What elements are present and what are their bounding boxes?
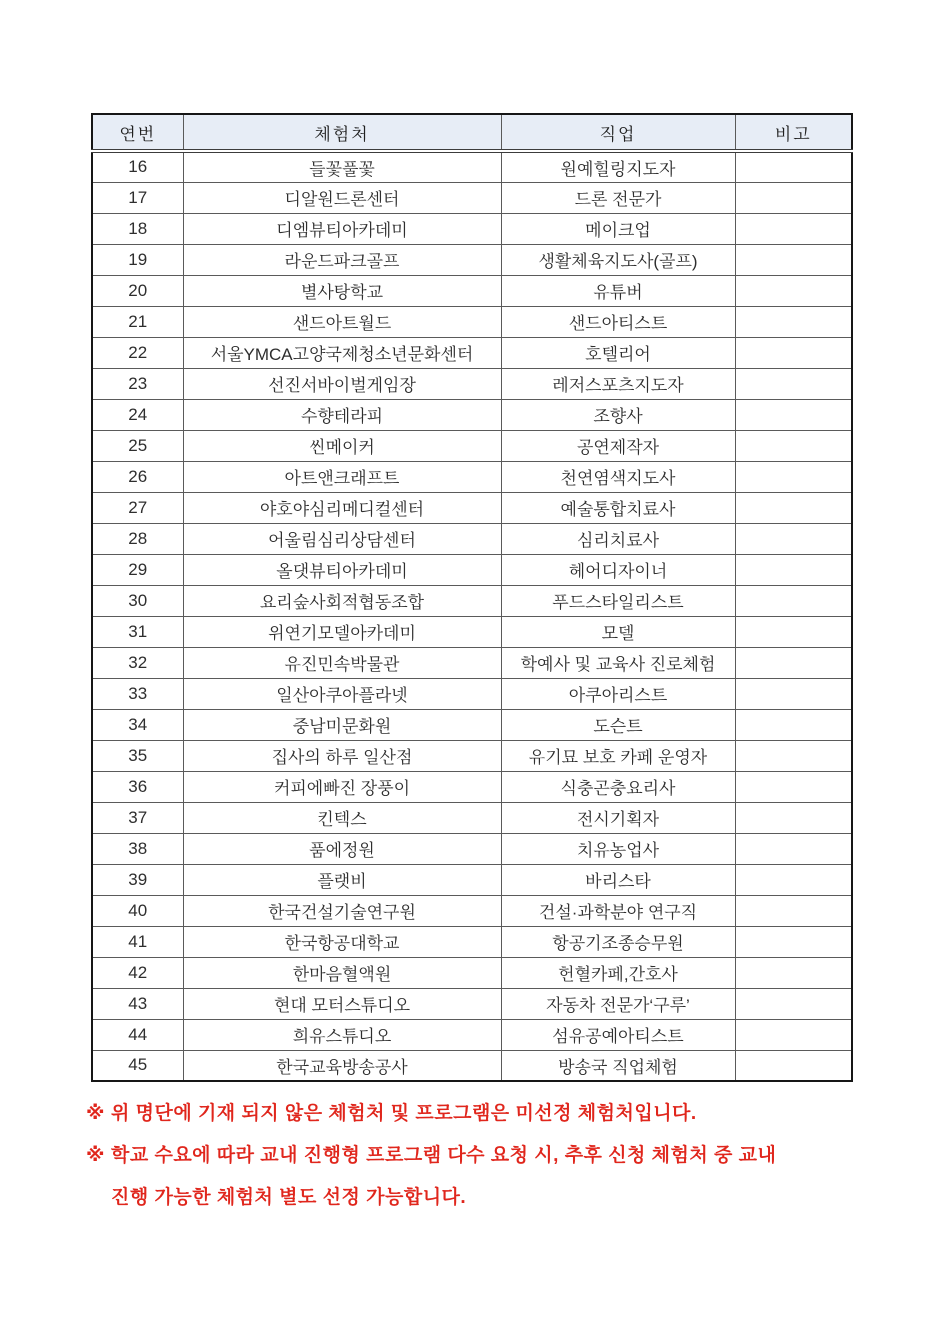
place-cell: 집사의 하루 일산점	[183, 740, 501, 771]
remark-cell	[735, 182, 852, 213]
remark-cell	[735, 244, 852, 275]
experience-roster-table-wrap	[91, 113, 851, 1082]
header-cell-place: 체험처	[183, 114, 501, 151]
job-cell: 자동차 전문가‘구루’	[501, 988, 735, 1019]
row-number-cell: 43	[92, 988, 183, 1019]
place-cell: 요리숲사회적협동조합	[183, 585, 501, 616]
place-cell: 중남미문화원	[183, 709, 501, 740]
row-number-cell: 30	[92, 585, 183, 616]
row-number-cell: 28	[92, 523, 183, 554]
table-row	[92, 306, 852, 337]
table-row	[92, 678, 852, 709]
job-cell: 섬유공예아티스트	[501, 1019, 735, 1050]
remark-cell	[735, 430, 852, 461]
remark-cell	[735, 616, 852, 647]
note-text: 위 명단에 기재 되지 않은 체험처 및 프로그램은 미선정 체험처입니다.	[110, 1103, 697, 1124]
place-cell: 라운드파크골프	[183, 244, 501, 275]
note-marker: ※	[86, 1145, 105, 1166]
place-cell: 씬메이커	[183, 430, 501, 461]
notes	[86, 1093, 886, 1219]
table-row	[92, 616, 852, 647]
place-cell: 킨텍스	[183, 802, 501, 833]
job-cell: 아쿠아리스트	[501, 678, 735, 709]
note	[86, 1135, 886, 1219]
place-cell: 디엠뷰티아카데미	[183, 213, 501, 244]
job-cell: 예술통합치료사	[501, 492, 735, 523]
place-cell: 어울림심리상담센터	[183, 523, 501, 554]
place-cell: 올댓뷰티아카데미	[183, 554, 501, 585]
remark-cell	[735, 926, 852, 957]
remark-cell	[735, 988, 852, 1019]
table-row	[92, 833, 852, 864]
row-number-cell: 23	[92, 368, 183, 399]
table-row	[92, 740, 852, 771]
table-row	[92, 523, 852, 554]
row-number-cell: 32	[92, 647, 183, 678]
remark-cell	[735, 337, 852, 368]
job-cell: 샌드아티스트	[501, 306, 735, 337]
job-cell: 유기묘 보호 카페 운영자	[501, 740, 735, 771]
job-cell: 심리치료사	[501, 523, 735, 554]
place-cell: 현대 모터스튜디오	[183, 988, 501, 1019]
job-cell: 원예힐링지도자	[501, 151, 735, 182]
row-number-cell: 24	[92, 399, 183, 430]
table-row	[92, 275, 852, 306]
remark-cell	[735, 492, 852, 523]
job-cell: 헌혈카페,간호사	[501, 957, 735, 988]
table-row	[92, 895, 852, 926]
remark-cell	[735, 957, 852, 988]
table-row	[92, 957, 852, 988]
remark-cell	[735, 275, 852, 306]
job-cell: 방송국 직업체험	[501, 1050, 735, 1081]
job-cell: 천연염색지도사	[501, 461, 735, 492]
table-row	[92, 151, 852, 182]
job-cell: 호텔리어	[501, 337, 735, 368]
row-number-cell: 40	[92, 895, 183, 926]
note-line	[86, 1093, 886, 1135]
row-number-cell: 27	[92, 492, 183, 523]
row-number-cell: 19	[92, 244, 183, 275]
place-cell: 아트앤크래프트	[183, 461, 501, 492]
remark-cell	[735, 461, 852, 492]
place-cell: 일산아쿠아플라넷	[183, 678, 501, 709]
table-row	[92, 399, 852, 430]
row-number-cell: 31	[92, 616, 183, 647]
row-number-cell: 33	[92, 678, 183, 709]
table-row	[92, 492, 852, 523]
header-cell-number: 연번	[92, 114, 183, 151]
remark-cell	[735, 864, 852, 895]
job-cell: 식충곤충요리사	[501, 771, 735, 802]
note-marker: ※	[86, 1103, 105, 1124]
table-row	[92, 1019, 852, 1050]
job-cell: 드론 전문가	[501, 182, 735, 213]
place-cell: 유진민속박물관	[183, 647, 501, 678]
remark-cell	[735, 1019, 852, 1050]
table-row	[92, 771, 852, 802]
place-cell: 들꽃풀꽃	[183, 151, 501, 182]
job-cell: 건설·과학분야 연구직	[501, 895, 735, 926]
job-cell: 학예사 및 교육사 진로체험	[501, 647, 735, 678]
job-cell: 치유농업사	[501, 833, 735, 864]
table-body	[92, 151, 852, 1081]
table-row	[92, 244, 852, 275]
remark-cell	[735, 833, 852, 864]
row-number-cell: 25	[92, 430, 183, 461]
job-cell: 공연제작자	[501, 430, 735, 461]
job-cell: 바리스타	[501, 864, 735, 895]
remark-cell	[735, 1050, 852, 1081]
row-number-cell: 37	[92, 802, 183, 833]
table-row	[92, 926, 852, 957]
remark-cell	[735, 554, 852, 585]
row-number-cell: 18	[92, 213, 183, 244]
header-cell-remark: 비고	[735, 114, 852, 151]
row-number-cell: 45	[92, 1050, 183, 1081]
place-cell: 한국건설기술연구원	[183, 895, 501, 926]
table-row	[92, 647, 852, 678]
remark-cell	[735, 585, 852, 616]
job-cell: 유튜버	[501, 275, 735, 306]
remark-cell	[735, 895, 852, 926]
remark-cell	[735, 740, 852, 771]
row-number-cell: 22	[92, 337, 183, 368]
note-line-continuation: 진행 가능한 체험처 별도 선정 가능합니다.	[111, 1187, 467, 1208]
table-row	[92, 988, 852, 1019]
table-header-row	[92, 114, 852, 151]
remark-cell	[735, 678, 852, 709]
job-cell: 도슨트	[501, 709, 735, 740]
note-text: 학교 수요에 따라 교내 진행형 프로그램 다수 요청 시, 추후 신청 체험처 중 교내	[110, 1145, 777, 1166]
table-row	[92, 802, 852, 833]
remark-cell	[735, 523, 852, 554]
note	[86, 1093, 886, 1135]
remark-cell	[735, 306, 852, 337]
place-cell: 선진서바이벌게임장	[183, 368, 501, 399]
table-row	[92, 864, 852, 895]
job-cell: 항공기조종승무원	[501, 926, 735, 957]
remark-cell	[735, 151, 852, 182]
remark-cell	[735, 647, 852, 678]
table-row	[92, 182, 852, 213]
place-cell: 한국항공대학교	[183, 926, 501, 957]
row-number-cell: 29	[92, 554, 183, 585]
remark-cell	[735, 771, 852, 802]
place-cell: 서울YMCA고양국제청소년문화센터	[183, 337, 501, 368]
place-cell: 품에정원	[183, 833, 501, 864]
table-row	[92, 337, 852, 368]
row-number-cell: 17	[92, 182, 183, 213]
place-cell: 수향테라피	[183, 399, 501, 430]
row-number-cell: 16	[92, 151, 183, 182]
experience-roster-table	[91, 113, 853, 1082]
row-number-cell: 36	[92, 771, 183, 802]
place-cell: 별사탕학교	[183, 275, 501, 306]
place-cell: 야호야심리메디컬센터	[183, 492, 501, 523]
note-line	[86, 1135, 886, 1177]
table-row	[92, 368, 852, 399]
table-row	[92, 461, 852, 492]
remark-cell	[735, 213, 852, 244]
job-cell: 모델	[501, 616, 735, 647]
row-number-cell: 41	[92, 926, 183, 957]
table-row	[92, 213, 852, 244]
place-cell: 한마음혈액원	[183, 957, 501, 988]
table-row	[92, 1050, 852, 1081]
place-cell: 샌드아트월드	[183, 306, 501, 337]
remark-cell	[735, 709, 852, 740]
row-number-cell: 20	[92, 275, 183, 306]
job-cell: 조향사	[501, 399, 735, 430]
place-cell: 디알원드론센터	[183, 182, 501, 213]
remark-cell	[735, 368, 852, 399]
row-number-cell: 21	[92, 306, 183, 337]
row-number-cell: 26	[92, 461, 183, 492]
header-cell-job: 직업	[501, 114, 735, 151]
row-number-cell: 44	[92, 1019, 183, 1050]
row-number-cell: 35	[92, 740, 183, 771]
job-cell: 생활체육지도사(골프)	[501, 244, 735, 275]
table-row	[92, 554, 852, 585]
job-cell: 레저스포츠지도자	[501, 368, 735, 399]
row-number-cell: 42	[92, 957, 183, 988]
place-cell: 커피에빠진 장풍이	[183, 771, 501, 802]
table-row	[92, 709, 852, 740]
row-number-cell: 38	[92, 833, 183, 864]
job-cell: 메이크업	[501, 213, 735, 244]
job-cell: 전시기획자	[501, 802, 735, 833]
remark-cell	[735, 802, 852, 833]
table-row	[92, 585, 852, 616]
place-cell: 한국교육방송공사	[183, 1050, 501, 1081]
row-number-cell: 39	[92, 864, 183, 895]
row-number-cell: 34	[92, 709, 183, 740]
place-cell: 희유스튜디오	[183, 1019, 501, 1050]
place-cell: 플랫비	[183, 864, 501, 895]
place-cell: 위연기모델아카데미	[183, 616, 501, 647]
remark-cell	[735, 399, 852, 430]
job-cell: 푸드스타일리스트	[501, 585, 735, 616]
table-row	[92, 430, 852, 461]
job-cell: 헤어디자이너	[501, 554, 735, 585]
